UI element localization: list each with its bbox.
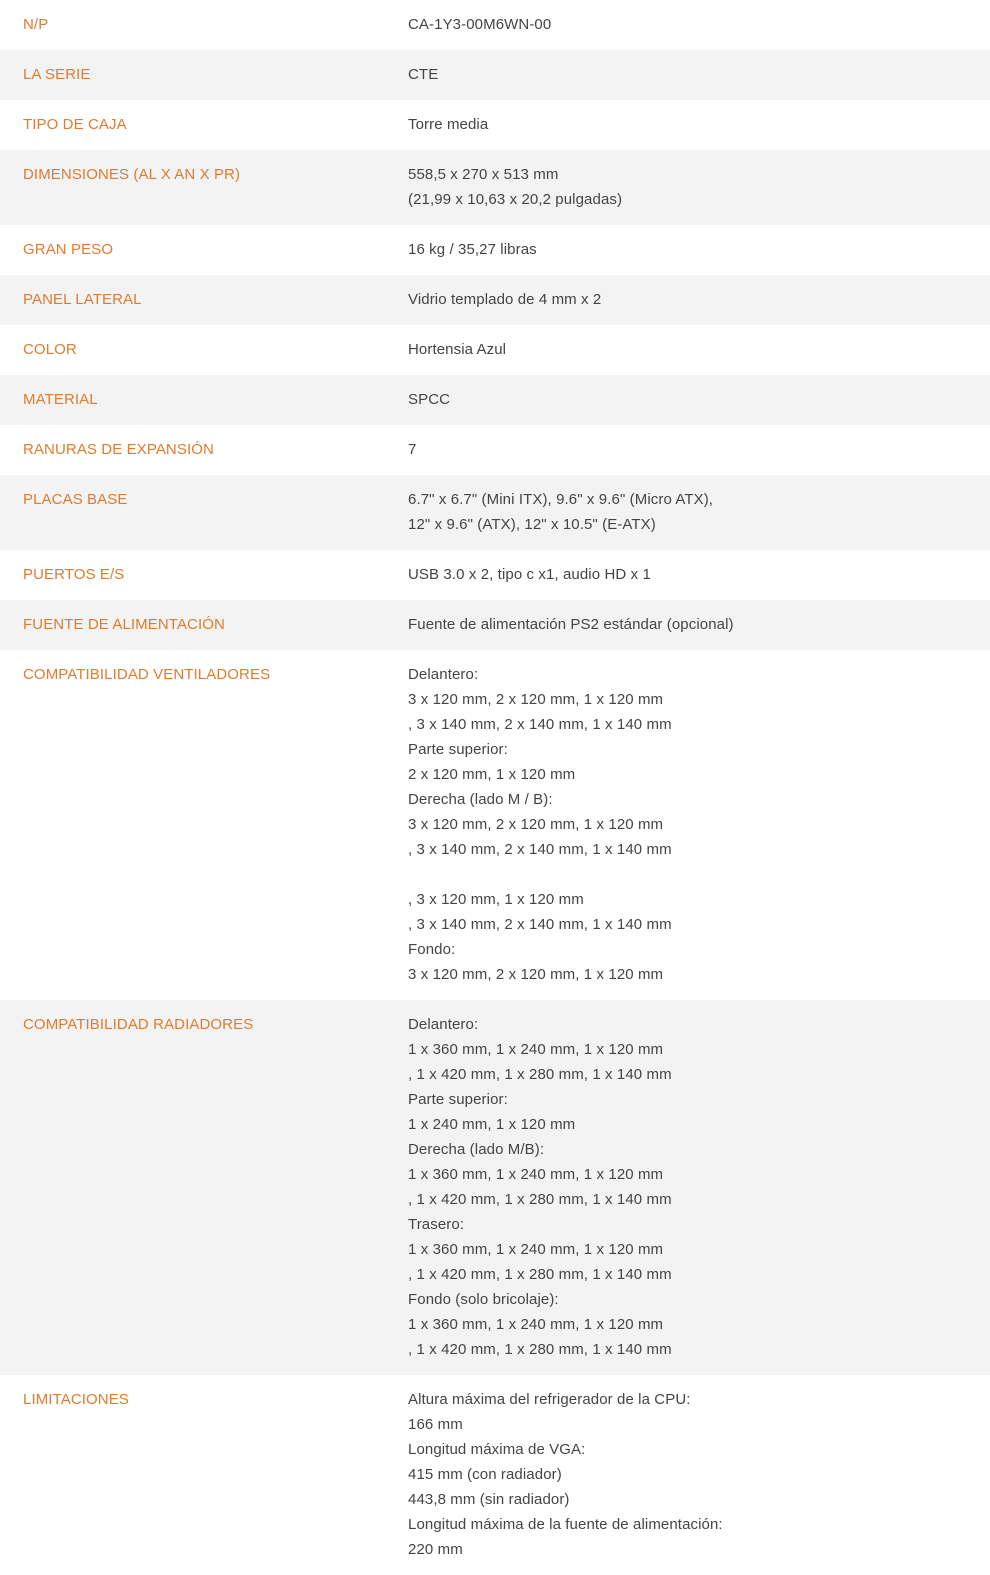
spec-label: PLACAS BASE [23, 491, 128, 508]
spec-label: DIMENSIONES (AL X AN X PR) [23, 166, 241, 183]
spec-value [408, 237, 990, 262]
spec-value-line: , 1 x 420 mm, 1 x 280 mm, 1 x 140 mm [408, 1341, 672, 1358]
spec-value-line: 2 x 120 mm, 1 x 120 mm [408, 766, 576, 783]
spec-value-line: 443,8 mm (sin radiador) [408, 1491, 570, 1508]
spec-value-line: SPCC [408, 391, 451, 408]
spec-value-line: CTE [408, 66, 439, 83]
spec-value [408, 1387, 990, 1562]
spec-value-line: , 3 x 140 mm, 2 x 140 mm, 1 x 140 mm [408, 916, 672, 933]
spec-value-line: , 1 x 420 mm, 1 x 280 mm, 1 x 140 mm [408, 1066, 672, 1083]
spec-label: PANEL LATERAL [23, 291, 142, 308]
spec-value-line: 1 x 360 mm, 1 x 240 mm, 1 x 120 mm [408, 1041, 664, 1058]
spec-value-line: , 1 x 420 mm, 1 x 280 mm, 1 x 140 mm [408, 1266, 672, 1283]
spec-row [0, 275, 990, 325]
spec-value-line: CA-1Y3-00M6WN-00 [408, 16, 552, 33]
spec-value [408, 662, 990, 987]
spec-value-line: 1 x 240 mm, 1 x 120 mm [408, 1116, 576, 1133]
spec-value [408, 487, 990, 537]
spec-value-line: USB 3.0 x 2, tipo c x1, audio HD x 1 [408, 566, 651, 583]
spec-value-line: Derecha (lado M / B): [408, 791, 553, 808]
spec-label: N/P [23, 16, 49, 33]
spec-value-line: Delantero: [408, 666, 479, 683]
spec-value-line: 12" x 9.6" (ATX), 12" x 10.5" (E-ATX) [408, 516, 656, 533]
spec-label: RANURAS DE EXPANSIÓN [23, 441, 214, 458]
spec-row [0, 325, 990, 375]
spec-label: TIPO DE CAJA [23, 116, 127, 133]
spec-value [408, 437, 990, 462]
spec-label: GRAN PESO [23, 241, 114, 258]
spec-value-line: 3 x 120 mm, 2 x 120 mm, 1 x 120 mm [408, 966, 664, 983]
spec-value [408, 162, 990, 212]
spec-value-line: Delantero: [408, 1016, 479, 1033]
spec-value-line: Longitud máxima de VGA: [408, 1441, 586, 1458]
spec-value [408, 562, 990, 587]
spec-label: FUENTE DE ALIMENTACIÓN [23, 616, 225, 633]
spec-value-line: Parte superior: [408, 741, 508, 758]
spec-value-line: Altura máxima del refrigerador de la CPU: [408, 1391, 691, 1408]
spec-value-line: 220 mm [408, 1541, 463, 1558]
spec-row [0, 1375, 990, 1575]
spec-row [0, 100, 990, 150]
spec-row [0, 650, 990, 1000]
spec-value-line: Parte superior: [408, 1091, 508, 1108]
spec-value-line: Fondo: [408, 941, 456, 958]
spec-row [0, 475, 990, 550]
spec-value-line: Fuente de alimentación PS2 estándar (opcional) [408, 616, 734, 633]
spec-value [408, 62, 990, 87]
spec-row [0, 600, 990, 650]
spec-value-line: 3 x 120 mm, 2 x 120 mm, 1 x 120 mm [408, 816, 664, 833]
spec-value [408, 387, 990, 412]
spec-value-line: 1 x 360 mm, 1 x 240 mm, 1 x 120 mm [408, 1316, 664, 1333]
spec-value-line: 16 kg / 35,27 libras [408, 241, 537, 258]
spec-value [408, 287, 990, 312]
spec-label: MATERIAL [23, 391, 98, 408]
spec-label: COLOR [23, 341, 77, 358]
spec-row [0, 550, 990, 600]
spec-value-line: , 3 x 140 mm, 2 x 140 mm, 1 x 140 mm [408, 716, 672, 733]
spec-value [408, 612, 990, 637]
spec-value-line: 3 x 120 mm, 2 x 120 mm, 1 x 120 mm [408, 691, 664, 708]
spec-value-line: Hortensia Azul [408, 341, 507, 358]
spec-row [0, 0, 990, 50]
spec-value-line: Trasero: [408, 1216, 465, 1233]
spec-value-line: 1 x 360 mm, 1 x 240 mm, 1 x 120 mm [408, 1241, 664, 1258]
spec-label: COMPATIBILIDAD VENTILADORES [23, 666, 271, 683]
spec-value-line: Fondo (solo bricolaje): [408, 1291, 559, 1308]
spec-value-line: , 3 x 120 mm, 1 x 120 mm [408, 891, 584, 908]
spec-row [0, 375, 990, 425]
spec-row [0, 1000, 990, 1375]
spec-value-line: 6.7" x 6.7" (Mini ITX), 9.6" x 9.6" (Micro ATX), [408, 491, 714, 508]
spec-value-line: , 3 x 140 mm, 2 x 140 mm, 1 x 140 mm [408, 841, 672, 858]
spec-value-line: 1 x 360 mm, 1 x 240 mm, 1 x 120 mm [408, 1166, 664, 1183]
spec-row [0, 225, 990, 275]
spec-value-line: Vidrio templado de 4 mm x 2 [408, 291, 602, 308]
spec-label: LA SERIE [23, 66, 91, 83]
spec-value-line: Longitud máxima de la fuente de alimentación: [408, 1516, 723, 1533]
spec-label: PUERTOS E/S [23, 566, 125, 583]
spec-row [0, 150, 990, 225]
spec-label: COMPATIBILIDAD RADIADORES [23, 1016, 254, 1033]
spec-value-line: , 1 x 420 mm, 1 x 280 mm, 1 x 140 mm [408, 1191, 672, 1208]
spec-row [0, 50, 990, 100]
spec-value-line: 166 mm [408, 1416, 463, 1433]
spec-value [408, 112, 990, 137]
spec-value-line: Derecha (lado M/B): [408, 1141, 545, 1158]
spec-value-line: Torre media [408, 116, 489, 133]
spec-value-line: 7 [408, 441, 417, 458]
spec-value [408, 1012, 990, 1362]
spec-value-line: 558,5 x 270 x 513 mm [408, 166, 559, 183]
spec-value-line [408, 862, 990, 887]
spec-label: LIMITACIONES [23, 1391, 129, 1408]
spec-value [408, 337, 990, 362]
spec-value-line: 415 mm (con radiador) [408, 1466, 562, 1483]
spec-row [0, 425, 990, 475]
spec-value-line: (21,99 x 10,63 x 20,2 pulgadas) [408, 191, 623, 208]
spec-value [408, 12, 990, 37]
